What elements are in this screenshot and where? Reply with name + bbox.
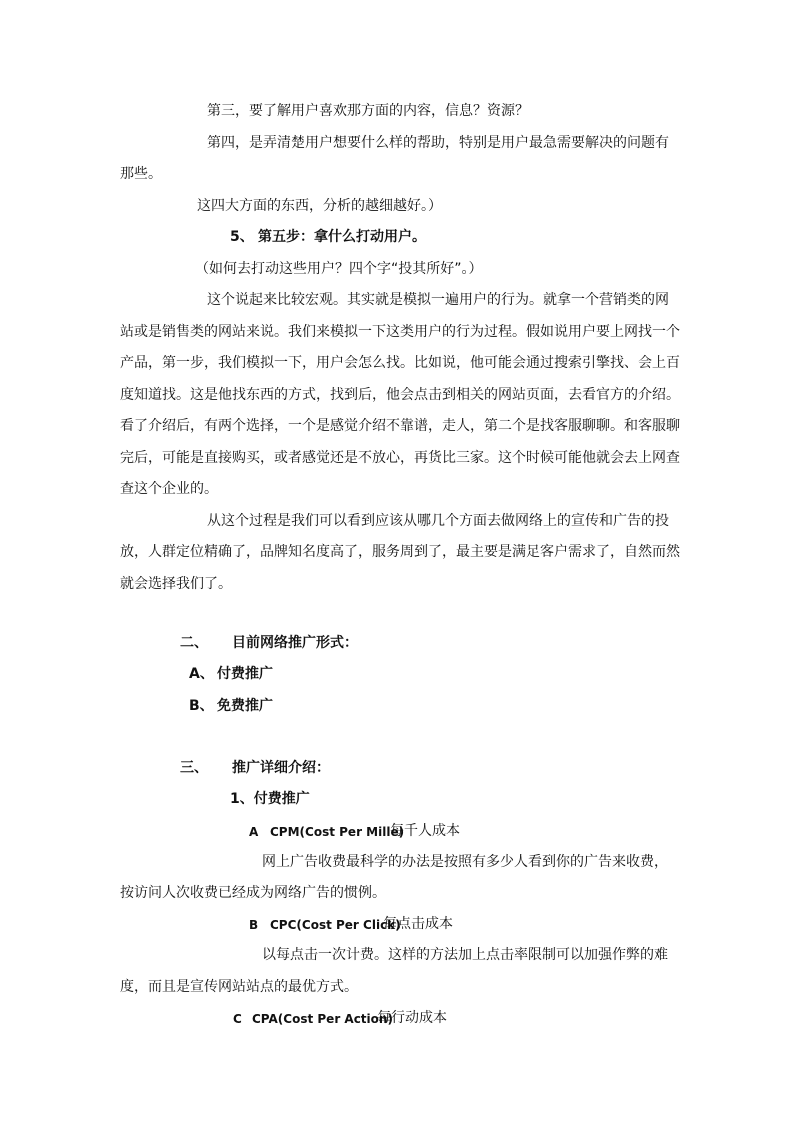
paragraph-line: 就会选择我们了。 [120, 576, 232, 592]
paragraph-line: 第三，要了解用户喜欢那方面的内容，信息？资源？ [207, 103, 529, 119]
item-description: 每行动成本 [377, 1010, 447, 1026]
paragraph-line: 看了介绍后，有两个选择，一个是感觉介绍不靠谱，走人，第二个是找客服聊聊。和客服聊 [120, 418, 680, 434]
list-marker: A、 [189, 666, 214, 682]
section-heading: 目前网络推广形式： [232, 635, 358, 651]
section-number: 二、 [180, 635, 208, 651]
subsection-heading: 1、付费推广 [230, 791, 310, 807]
paragraph-line: 以每点击一次计费。这样的方法加上点击率限制可以加强作弊的难 [262, 947, 668, 963]
paragraph-line: 那些。 [120, 166, 162, 182]
paragraph-line: 放，人群定位精确了，品牌知名度高了，服务周到了，最主要是满足客户需求了，自然而然 [120, 544, 680, 560]
paragraph-line: 产品，第一步，我们模拟一下，用户会怎么找。比如说，他可能会通过搜索引擎找、会上百 [120, 355, 680, 371]
paragraph-line: 这四大方面的东西，分析的越细越好。） [197, 198, 442, 214]
paragraph-line: 第四，是弄清楚用户想要什么样的帮助，特别是用户最急需要解决的问题有 [207, 135, 669, 151]
paragraph-line: 从这个过程是我们可以看到应该从哪几个方面去做网络上的宣传和广告的投 [207, 513, 669, 529]
paragraph-line: 按访问人次收费已经成为网络广告的惯例。 [120, 885, 386, 901]
paragraph-line: 度，而且是宣传网站站点的最优方式。 [120, 979, 358, 995]
paragraph-line: 度知道找。这是他找东西的方式，找到后，他会点击到相关的网站页面，去看官方的介绍。 [120, 387, 680, 403]
item-marker: A [249, 825, 259, 839]
paragraph-line: 网上广告收费最科学的办法是按照有多少人看到你的广告来收费， [262, 854, 668, 870]
list-item: 免费推广 [217, 698, 273, 714]
section-number: 三、 [180, 760, 208, 776]
paragraph-line: 查这个企业的。 [120, 481, 218, 497]
item-term: CPA(Cost Per Action) [252, 1012, 393, 1026]
item-marker: B [249, 918, 259, 932]
paragraph-line: 这个说起来比较宏观。其实就是模拟一遍用户的行为。就拿一个营销类的网 [207, 292, 669, 308]
paragraph-line: 站或是销售类的网站来说。我们来模拟一下这类用户的行为过程。假如说用户要上网找一个 [120, 324, 680, 340]
step-number: 5、 [230, 229, 254, 245]
item-marker: C [233, 1012, 242, 1026]
item-term: CPM(Cost Per Mille) [270, 825, 405, 839]
list-marker: B、 [189, 698, 214, 714]
item-term: CPC(Cost Per Click) [270, 918, 401, 932]
step-heading: 第五步：拿什么打动用户。 [258, 229, 426, 245]
section-heading: 推广详细介绍： [232, 760, 330, 776]
item-description: 每千人成本 [390, 823, 460, 839]
paragraph-line: 完后，可能是直接购买，或者感觉还是不放心，再货比三家。这个时候可能他就会去上网查 [120, 450, 680, 466]
paragraph-line: （如何去打动这些用户？四个字“投其所好”。） [195, 261, 483, 277]
item-description: 每点击成本 [383, 916, 453, 932]
list-item: 付费推广 [217, 666, 273, 682]
